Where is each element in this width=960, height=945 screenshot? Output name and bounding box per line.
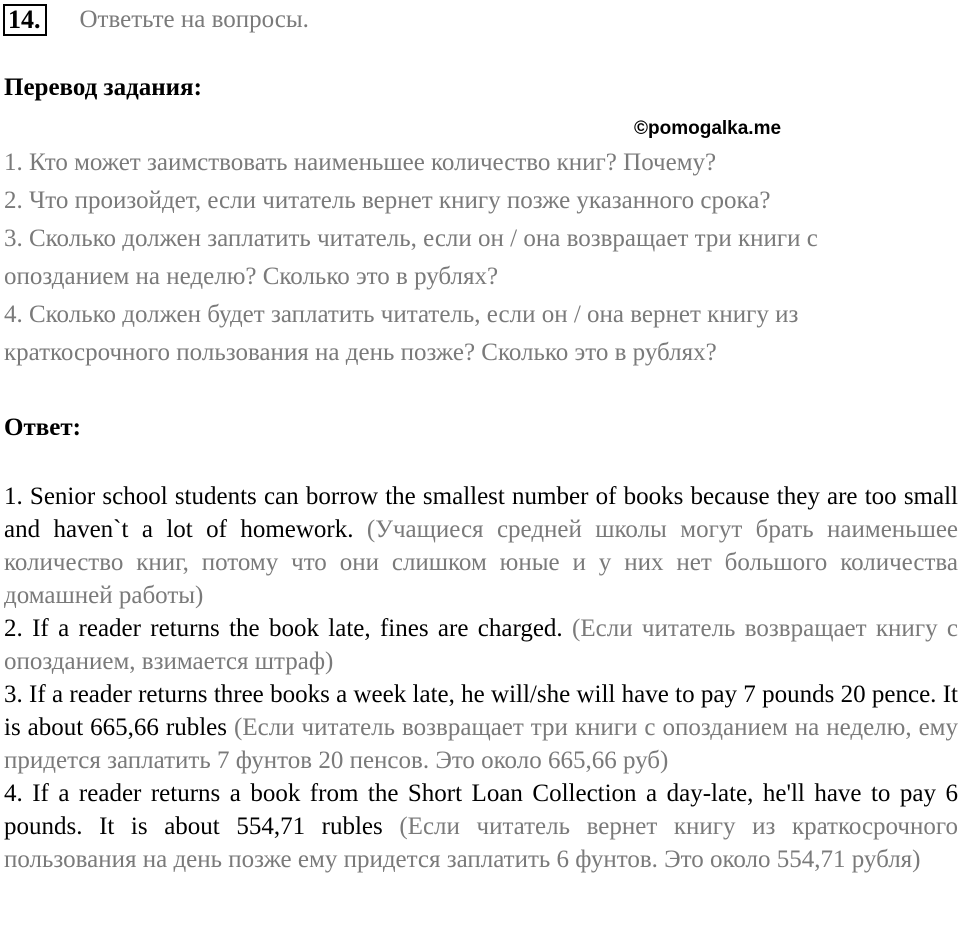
- answer-russian: (Если читатель возвращает книгу с опозданием, взимается штраф): [4, 615, 959, 675]
- question-line: 3. Сколько должен заплатить читатель, если он / она возвращает три книги с: [4, 225, 818, 252]
- task-number: 14.: [3, 4, 47, 36]
- answer-item: [4, 480, 958, 612]
- answer-russian: (Если читатель возвращает три книги с опозданием на неделю, ему придется заплатить 7 фунтов 20 пенсов. Это около 665,66 руб): [4, 714, 958, 774]
- task-header: [3, 4, 309, 36]
- answer-item: [4, 678, 958, 777]
- answer-item: [4, 612, 958, 678]
- answer-english: 4. If a reader returns a book from the Short Loan Collection a day-late, he'll have to pay 6 pounds. It is about 554,71 rubles: [4, 780, 958, 840]
- answer-heading: Ответ:: [4, 414, 81, 441]
- answer-english: 1. Senior school students can borrow the smallest number of books because they are too small and haven`t a lot of homework.: [4, 483, 958, 543]
- answer-english: 3. If a reader returns three books a week late, he will/she will have to pay 7 pounds 20 pence. It is about 665,66 rubles: [4, 681, 958, 741]
- question-line: 4. Сколько должен будет заплатить читатель, если он / она вернет книгу из: [4, 301, 799, 328]
- question-line: опозданием на неделю? Сколько это в рублях?: [4, 263, 499, 290]
- answer-item: [4, 777, 958, 876]
- answer-english: 2. If a reader returns the book late, fines are charged.: [4, 615, 563, 642]
- question-line: 1. Кто может заимствовать наименьшее количество книг? Почему?: [4, 149, 717, 176]
- answers-list: [4, 480, 958, 876]
- translation-heading: Перевод задания:: [4, 74, 202, 101]
- questions-list: [4, 144, 954, 372]
- watermark: ©pomogalka.me: [634, 118, 782, 139]
- answer-russian: (Если читатель вернет книгу из краткосрочного пользования на день позже ему придется заплатить 6 фунтов. Это около 554,71 рубля): [4, 813, 958, 873]
- question-line: 2. Что произойдет, если читатель вернет книгу позже указанного срока?: [4, 187, 771, 214]
- task-instruction: Ответьте на вопросы.: [79, 6, 309, 33]
- question-line: краткосрочного пользования на день позже? Сколько это в рублях?: [4, 339, 717, 366]
- answer-russian: (Учащиеся средней школы могут брать наименьшее количество книг, потому что они слишком юные и у них нет большого количества домашней работы): [4, 516, 959, 609]
